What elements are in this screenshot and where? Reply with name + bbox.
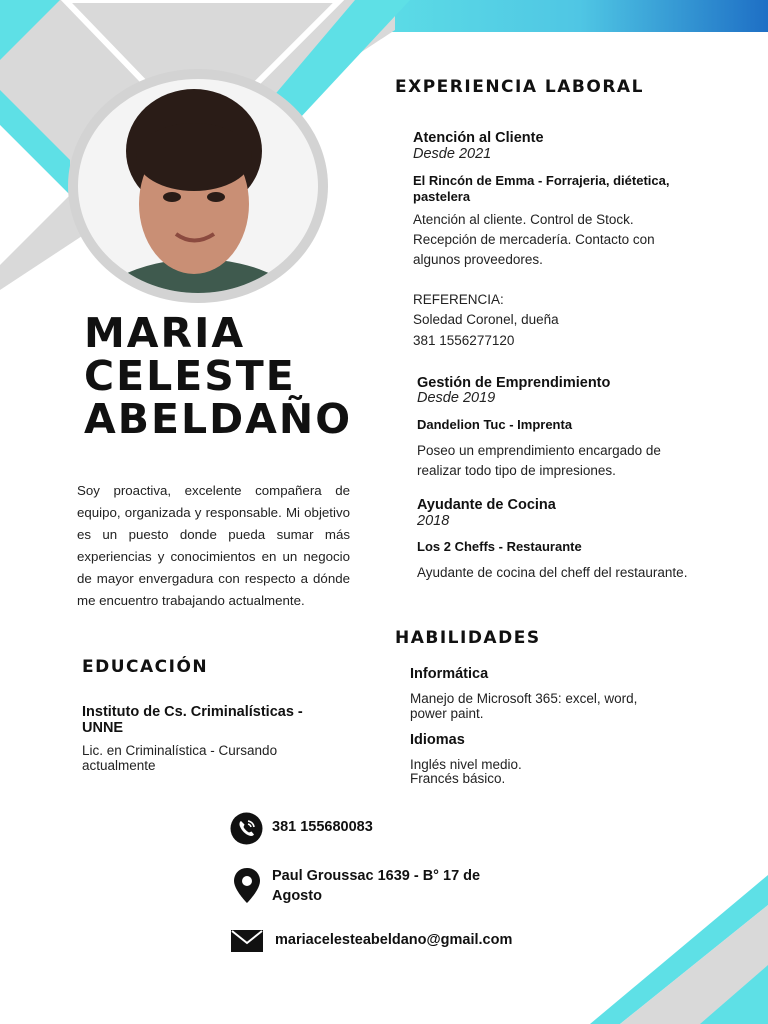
job-2-company: Dandelion Tuc - Imprenta (417, 417, 573, 432)
name-line-2: CELESTE (84, 352, 296, 400)
education-degree: Lic. en Criminalística - Cursando actualmente (82, 743, 278, 773)
location-pin-icon (233, 868, 261, 904)
job-1-reference-phone: 381 1556277120 (413, 333, 515, 348)
contact-email[interactable]: mariacelesteabeldano@gmail.com (275, 932, 513, 948)
skills-idiomas-line-2: Francés básico. (410, 771, 506, 786)
skills-idiomas-line-1: Inglés nivel medio. (410, 757, 522, 772)
skills-group-informatica: Informática (410, 666, 489, 682)
skills-informatica-line-1: Manejo de Microsoft 365: excel, word, (410, 691, 638, 706)
phone-icon (230, 812, 263, 845)
skills-informatica-line-2: power paint. (410, 706, 484, 721)
skills-title: HABILIDADES (395, 628, 541, 648)
experience-title: EXPERIENCIA LABORAL (395, 77, 644, 97)
education-institution: Instituto de Cs. Criminalísticas - UNNE (82, 704, 303, 736)
email-icon (231, 930, 263, 952)
job-3-company: Los 2 Cheffs - Restaurante (417, 539, 582, 554)
profile-summary: Soy proactiva, excelente compañera de equipo, organizada y responsable. Mi objetivo es un puesto donde pueda sumar más experiencias y conocimientos en un negocio de mayor envergadura con respecto a dónde me encuentro trabajando actualmente. (77, 483, 350, 608)
job-1-company: El Rincón de Emma - Forrajeria, diétetica, pastelera (413, 173, 670, 204)
job-1-reference-name: Soledad Coronel, dueña (413, 312, 559, 327)
skills-group-idiomas: Idiomas (410, 732, 465, 748)
job-2-date: Desde 2019 (417, 390, 496, 406)
full-name (84, 309, 353, 443)
job-3-date: 2018 (417, 513, 450, 529)
name-line-1: MARIA (84, 309, 246, 357)
job-1-title: Atención al Cliente (413, 130, 544, 146)
job-3-description: Ayudante de cocina del cheff del restaurante. (417, 565, 688, 580)
education-title: EDUCACIÓN (82, 657, 209, 677)
job-2-description: Poseo un emprendimiento encargado de realizar todo tipo de impresiones. (417, 443, 661, 478)
job-1-description: Atención al cliente. Control de Stock. Recepción de mercadería. Contacto con algunos proveedores. (413, 212, 655, 267)
profile-photo (66, 69, 330, 303)
job-1-reference-label: REFERENCIA: (413, 292, 504, 307)
job-3-title: Ayudante de Cocina (417, 497, 556, 513)
name-line-3: ABELDAÑO (84, 395, 353, 443)
avatar (66, 69, 330, 303)
job-2-title: Gestión de Emprendimiento (417, 375, 611, 391)
job-1-date: Desde 2021 (413, 146, 492, 162)
contact-address: Paul Groussac 1639 - B° 17 de Agosto (272, 868, 481, 904)
contact-phone[interactable]: 381 155680083 (272, 819, 373, 835)
